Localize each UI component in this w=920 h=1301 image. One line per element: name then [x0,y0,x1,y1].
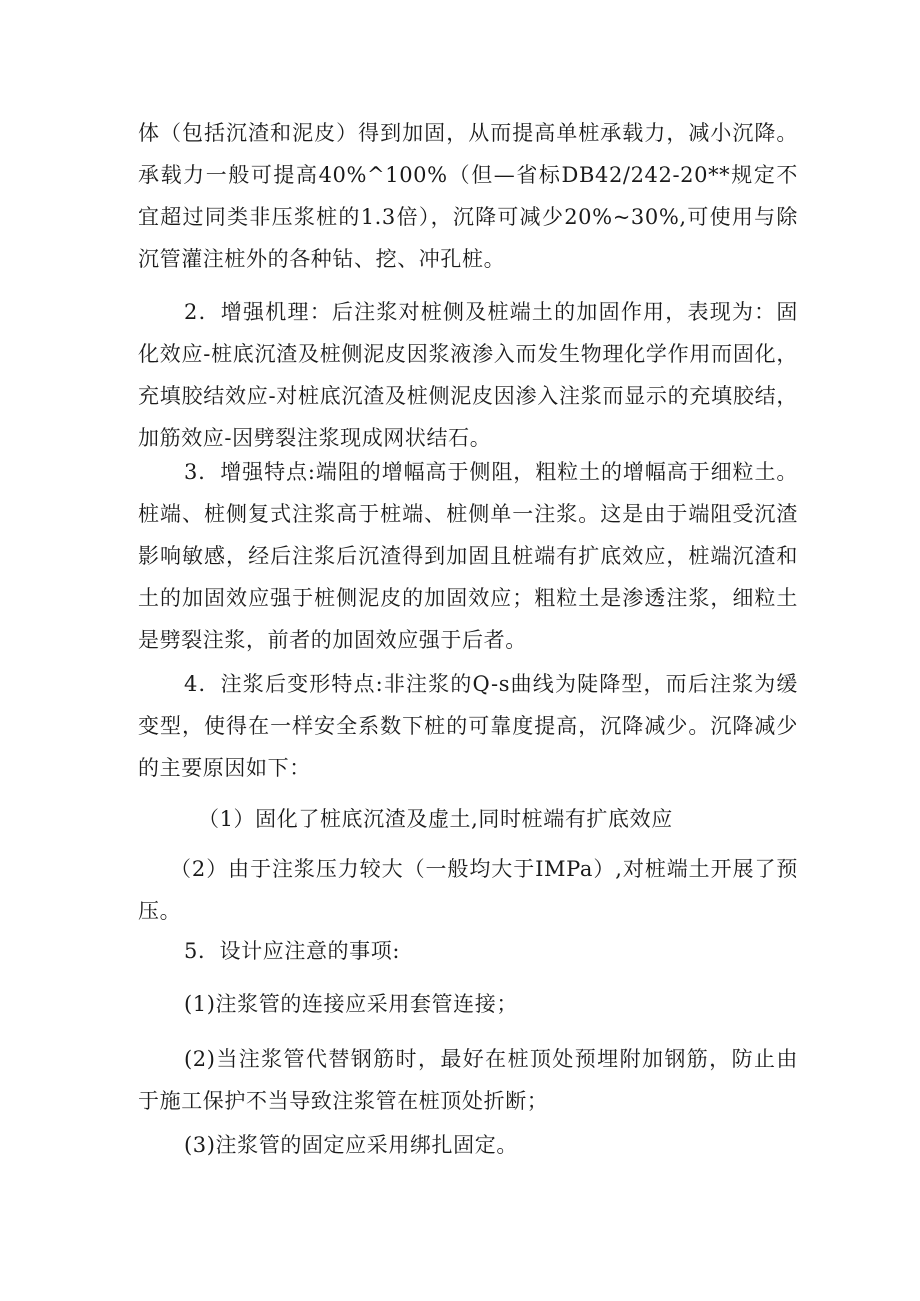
paragraph-reinforcement-features: 3．增强特点:端阻的增幅高于侧阻，粗粒土的增幅高于细粒土。桩端、桩侧复式注浆高于桩端、桩侧单一注浆。这是由于端阻受沉渣影响敏感，经后注浆后沉渣得到加固且桩端有扩底效应，桩端沉渣和土的加固效应强于桩侧泥皮的加固效应；粗粒土是渗透注浆，细粒土是劈裂注浆，前者的加固效应强于后者。 [138,460,798,652]
paragraph-deformation-features: 4．注浆后变形特点:非注浆的Q-s曲线为陡降型，而后注浆为缓变型，使得在一样安全系数下桩的可靠度提高，沉降减少。沉降减少的主要原因如下： [138,672,798,780]
list-item-note-1: (1)注浆管的连接应采用套管连接； [184,992,518,1016]
list-item-reason-2: （2）由于注浆压力较大（一般均大于IMPa）,对桩端土开展了预压。 [138,857,798,923]
paragraph-design-notes-heading: 5．设计应注意的事项: [184,939,401,963]
list-item-note-2: (2)当注浆管代替钢筋时，最好在桩顶处预埋附加钢筋，防止由于施工保护不当导致注浆管在桩顶处折断； [138,1047,798,1113]
list-item-note-3: (3)注浆管的固定应采用绑扎固定。 [184,1133,518,1157]
paragraph-reinforcement-mechanism: 2．增强机理：后注浆对桩侧及桩端土的加固作用，表现为：固化效应-桩底沉渣及桩侧泥皮因浆液渗入而发生物理化学作用而固化，充填胶结效应-对桩底沉渣及桩侧泥皮因渗入注浆而显示的充填胶结，加筋效应-因劈裂注浆现成网状结石。 [138,300,798,450]
paragraph-continuation: 体（包括沉渣和泥皮）得到加固，从而提高单桩承载力，减小沉降。承载力一般可提高40%^100%（但—省标DB42/242-20**规定不宜超过同类非压浆桩的1.3倍），沉降可减少20%~30%,可使用与除沉管灌注桩外的各种钻、挖、冲孔桩。 [138,121,798,271]
list-item-reason-1: （1）固化了桩底沉渣及虚土,同时桩端有扩底效应 [198,807,673,831]
